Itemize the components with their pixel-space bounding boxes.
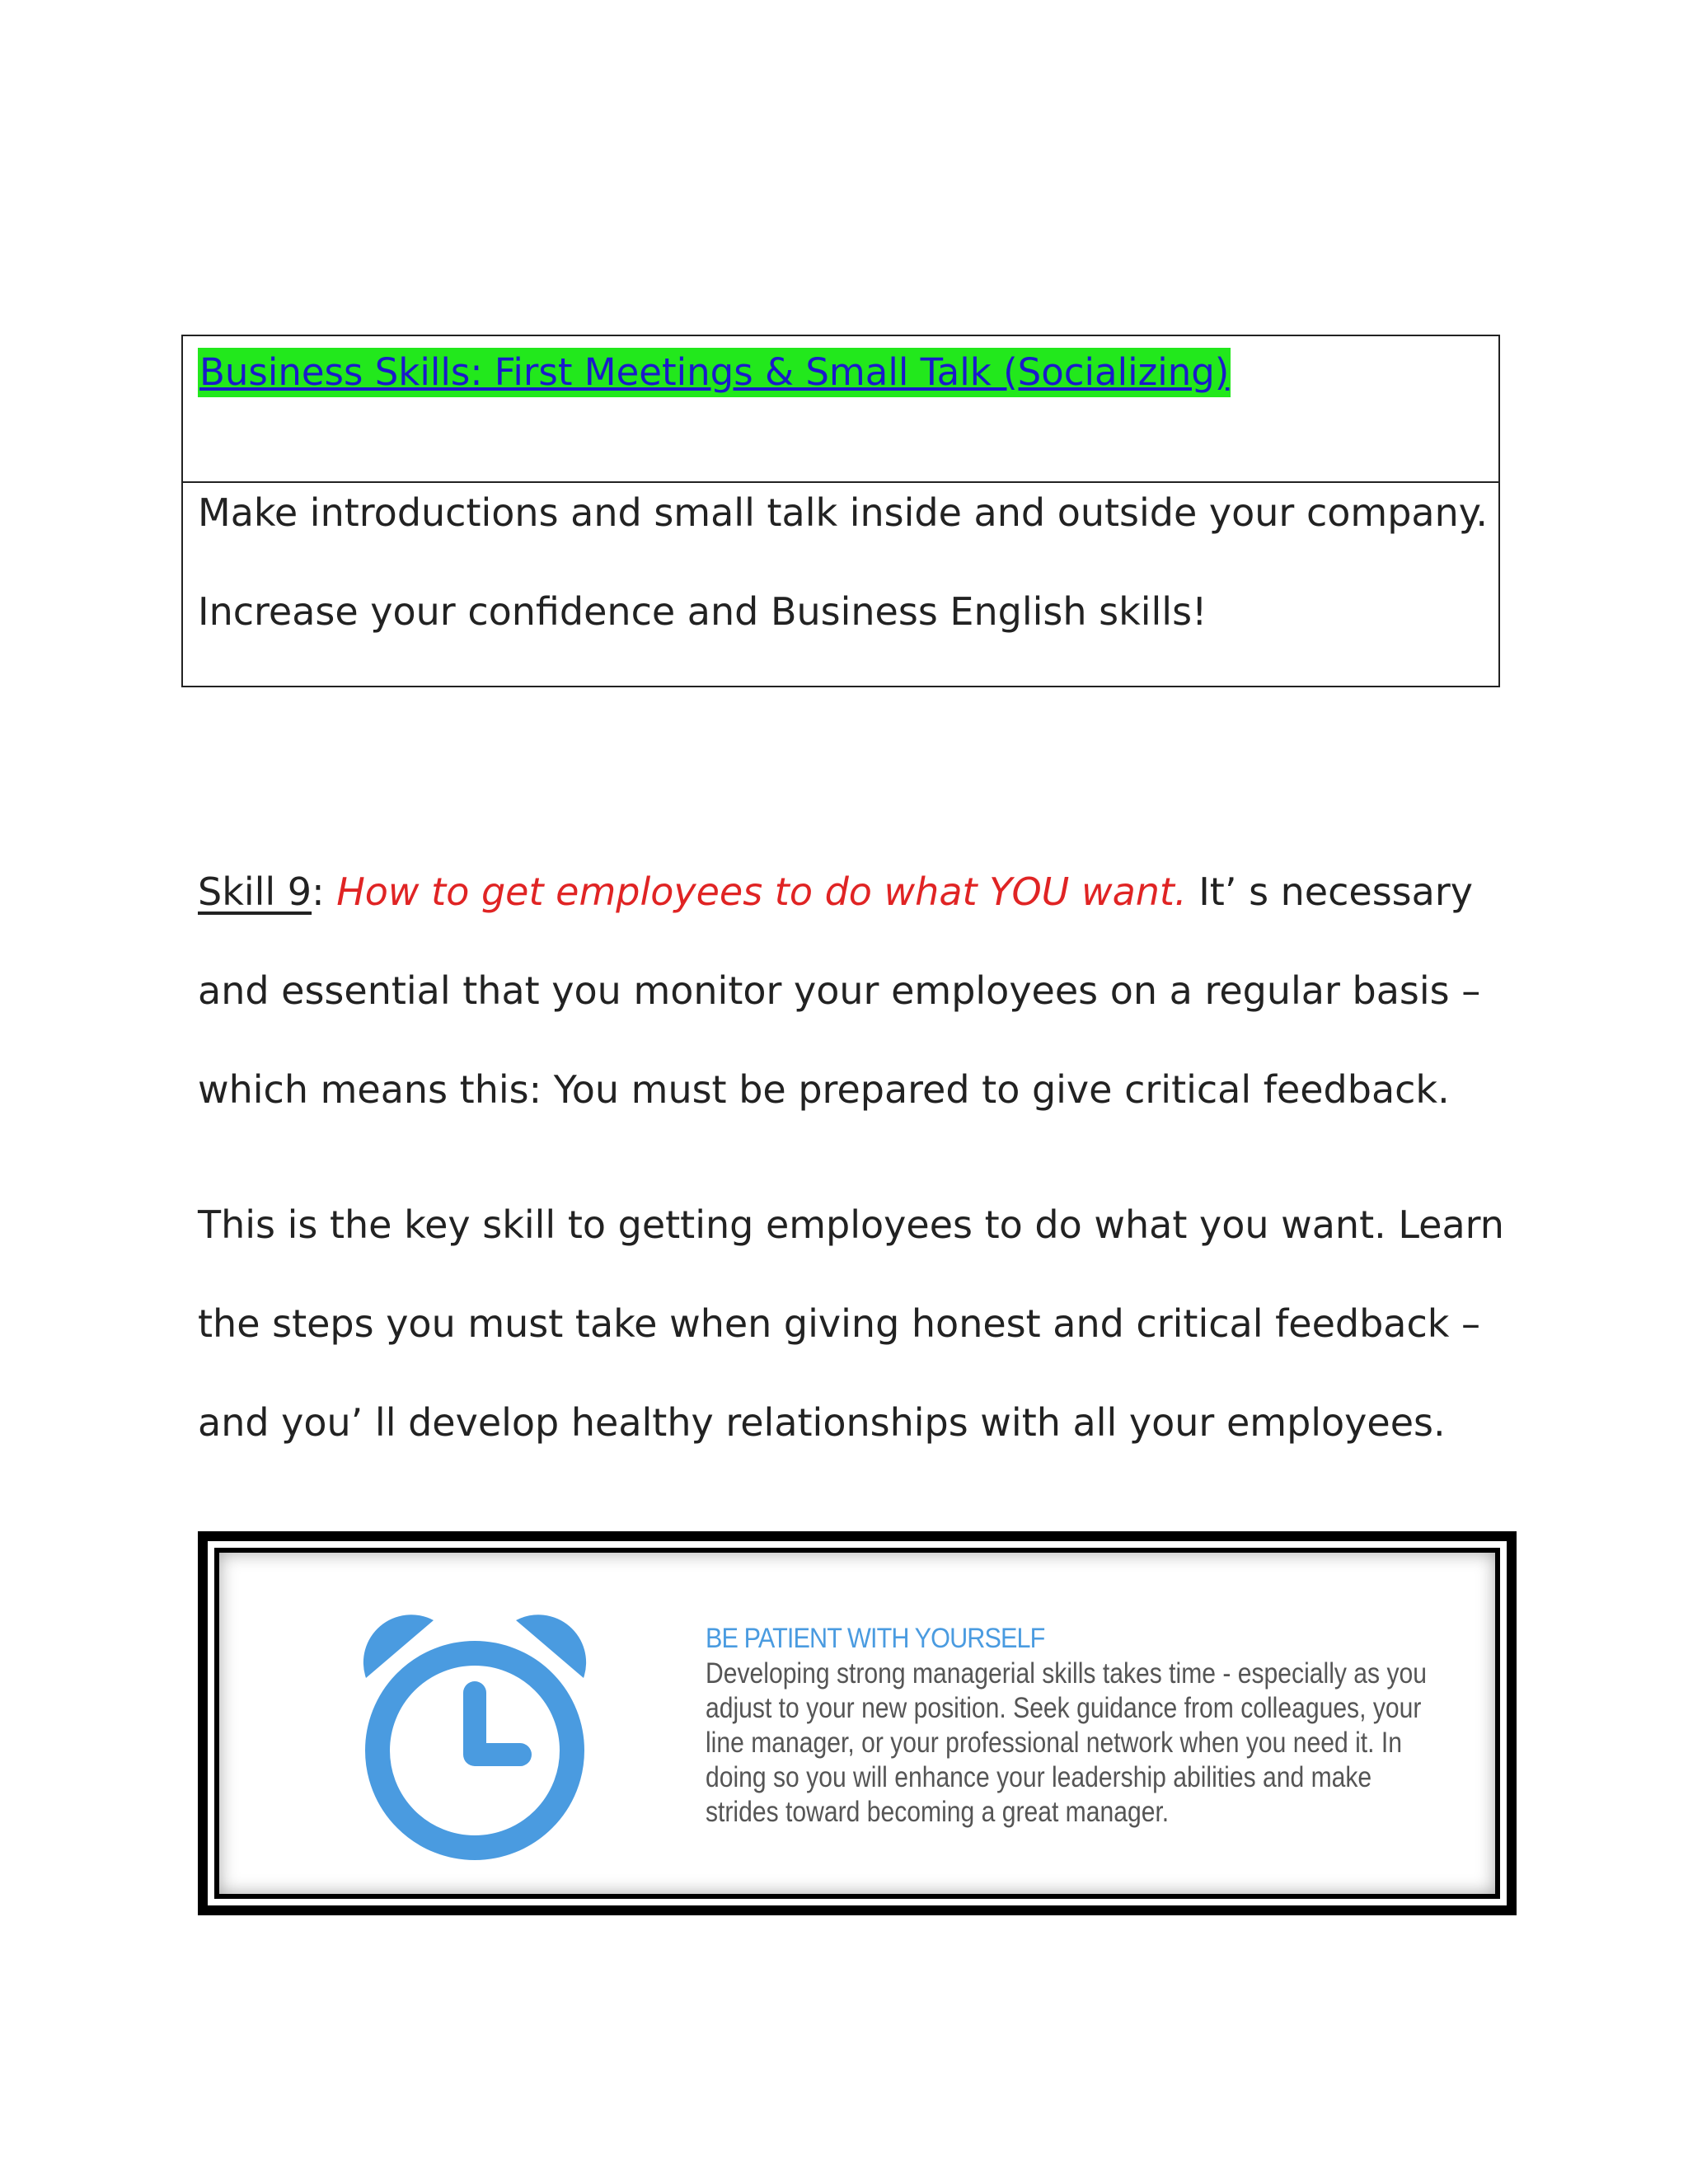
tip-card xyxy=(214,1548,1500,1899)
course-info-table xyxy=(181,335,1500,687)
tip-text-block xyxy=(706,1622,1464,1830)
alarm-clock-icon xyxy=(351,1602,598,1863)
course-title-link[interactable]: Business Skills: First Meetings & Small Talk (Socializing) xyxy=(198,348,1231,397)
tip-title: BE PATIENT WITH YOURSELF xyxy=(706,1623,1045,1654)
tip-card-frame xyxy=(198,1531,1517,1915)
skill-paragraph-2-line-2: the steps you must take when giving honest and critical feedback – xyxy=(198,1301,1481,1346)
course-title-row xyxy=(183,336,1498,483)
tip-card-border xyxy=(208,1541,1507,1905)
skill-label: Skill 9 xyxy=(198,869,312,914)
tip-body-line-1: Developing strong managerial skills takes time - especially as you xyxy=(706,1657,1427,1690)
skill-paragraph-2-line-1: This is the key skill to getting employees to do what you want. Learn xyxy=(198,1202,1504,1247)
skill-paragraph-2 xyxy=(198,1200,1504,1447)
skill-heading-line xyxy=(198,867,1500,916)
tip-body-line-5: strides toward becoming a great manager. xyxy=(706,1796,1170,1828)
skill-title: How to get employees to do what YOU want. xyxy=(336,869,1187,914)
course-description-line-2: Increase your confidence and Business English skills! xyxy=(198,589,1207,634)
course-description-line-1: Make introductions and small talk inside and outside your company. xyxy=(198,490,1489,535)
skill-section xyxy=(198,867,1504,1447)
skill-colon: : xyxy=(312,869,325,914)
skill-paragraph-1-line-3: which means this: You must be prepared to give critical feedback. xyxy=(198,1067,1450,1112)
skill-paragraph-1-start: It’ s necessary xyxy=(1198,869,1473,914)
tip-body-line-4: doing so you will enhance your leadership abilities and make xyxy=(706,1761,1372,1793)
skill-paragraph-1-line-2: and essential that you monitor your employees on a regular basis – xyxy=(198,968,1481,1013)
course-description-row xyxy=(183,483,1498,686)
tip-body-line-3: line manager, or your professional network when you need it. In xyxy=(706,1727,1402,1759)
tip-body-line-2: adjust to your new position. Seek guidance from colleagues, your xyxy=(706,1692,1422,1724)
skill-paragraph-2-line-3: and you’ ll develop healthy relationships with all your employees. xyxy=(198,1400,1446,1445)
